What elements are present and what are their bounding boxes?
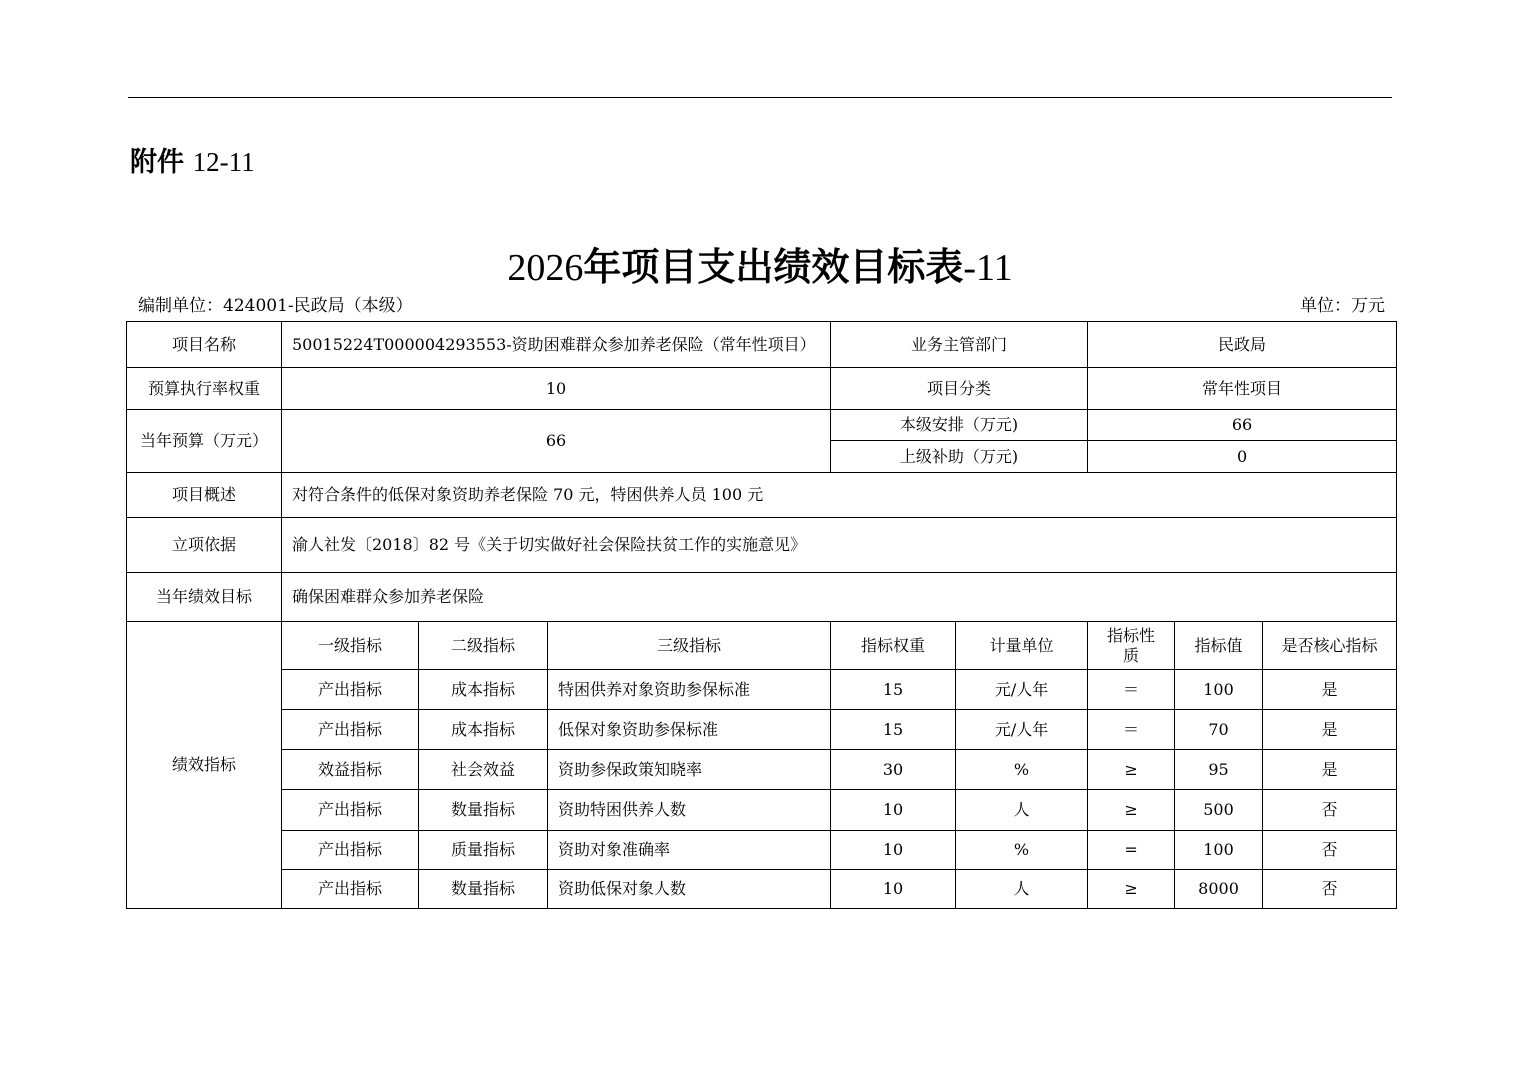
unit-cell: % — [956, 750, 1088, 790]
level2-cell: 数量指标 — [419, 870, 548, 909]
nature-cell: ≥ — [1088, 870, 1175, 909]
weight-cell: 30 — [831, 750, 956, 790]
page-title — [0, 240, 1520, 295]
row-weight — [127, 368, 1397, 410]
level1-cell: 产出指标 — [282, 710, 419, 750]
core-cell: 是 — [1263, 670, 1397, 710]
level1-cell: 产出指标 — [282, 670, 419, 710]
level3-cell: 资助低保对象人数 — [548, 870, 831, 909]
row-goal — [127, 573, 1397, 622]
performance-table — [126, 321, 1397, 909]
row-basis — [127, 518, 1397, 573]
header-nature: 指标性质 — [1088, 622, 1175, 670]
table-row — [127, 870, 1397, 909]
title-year: 2026 — [507, 247, 584, 289]
level2-cell: 成本指标 — [419, 670, 548, 710]
nature-cell: ≥ — [1088, 790, 1175, 831]
nature-cell: ＝ — [1088, 670, 1175, 710]
attachment-label — [130, 142, 255, 183]
core-cell: 否 — [1263, 870, 1397, 909]
row-budget-local — [127, 410, 1397, 441]
row-project-name — [127, 322, 1397, 368]
core-cell: 是 — [1263, 750, 1397, 790]
dept-label: 业务主管部门 — [831, 322, 1088, 368]
weight-cell: 10 — [831, 790, 956, 831]
header-weight: 指标权重 — [831, 622, 956, 670]
level1-cell: 效益指标 — [282, 750, 419, 790]
title-suffix: -11 — [963, 247, 1013, 289]
category-value: 常年性项目 — [1088, 368, 1397, 410]
value-cell: 500 — [1175, 790, 1263, 831]
project-name-value: 50015224T000004293553-资助困难群众参加养老保险（常年性项目） — [282, 322, 831, 368]
level2-cell: 数量指标 — [419, 790, 548, 831]
weight-label: 预算执行率权重 — [127, 368, 282, 410]
overview-label: 项目概述 — [127, 473, 282, 518]
core-cell: 否 — [1263, 831, 1397, 870]
weight-cell: 15 — [831, 670, 956, 710]
project-name-label: 项目名称 — [127, 322, 282, 368]
value-cell: 100 — [1175, 831, 1263, 870]
table-row — [127, 750, 1397, 790]
unit-cell: % — [956, 831, 1088, 870]
overview-value: 对符合条件的低保对象资助养老保险 70 元，特困供养人员 100 元 — [282, 473, 1397, 518]
unit-cell: 元/人年 — [956, 670, 1088, 710]
header-value: 指标值 — [1175, 622, 1263, 670]
org-unit: 编制单位：424001-民政局（本级） — [138, 296, 413, 316]
weight-cell: 15 — [831, 710, 956, 750]
local-label: 本级安排（万元) — [831, 410, 1088, 441]
level2-cell: 成本指标 — [419, 710, 548, 750]
level3-cell: 资助参保政策知晓率 — [548, 750, 831, 790]
level1-cell: 产出指标 — [282, 831, 419, 870]
basis-label: 立项依据 — [127, 518, 282, 573]
nature-cell: ≥ — [1088, 750, 1175, 790]
unit-cell: 元/人年 — [956, 710, 1088, 750]
table-row — [127, 831, 1397, 870]
header-core: 是否核心指标 — [1263, 622, 1397, 670]
level3-cell: 资助对象准确率 — [548, 831, 831, 870]
budget-label: 当年预算（万元） — [127, 410, 282, 473]
header-rule — [128, 97, 1392, 98]
weight-cell: 10 — [831, 870, 956, 909]
category-label: 项目分类 — [831, 368, 1088, 410]
upper-label: 上级补助（万元) — [831, 441, 1088, 473]
level3-cell: 低保对象资助参保标准 — [548, 710, 831, 750]
attachment-number: 12-11 — [192, 147, 255, 177]
level1-cell: 产出指标 — [282, 870, 419, 909]
value-cell: 70 — [1175, 710, 1263, 750]
title-main: 年项目支出绩效目标表 — [583, 245, 964, 289]
weight-value: 10 — [282, 368, 831, 410]
dept-value: 民政局 — [1088, 322, 1397, 368]
unit-cell: 人 — [956, 790, 1088, 831]
indicator-header-row — [127, 622, 1397, 670]
level1-cell: 产出指标 — [282, 790, 419, 831]
unit-cell: 人 — [956, 870, 1088, 909]
header-unit: 计量单位 — [956, 622, 1088, 670]
level3-cell: 特困供养对象资助参保标准 — [548, 670, 831, 710]
currency-unit: 单位：万元 — [1300, 296, 1385, 316]
local-value: 66 — [1088, 410, 1397, 441]
goal-label: 当年绩效目标 — [127, 573, 282, 622]
weight-cell: 10 — [831, 831, 956, 870]
level3-cell: 资助特困供养人数 — [548, 790, 831, 831]
table-row — [127, 790, 1397, 831]
value-cell: 100 — [1175, 670, 1263, 710]
value-cell: 95 — [1175, 750, 1263, 790]
goal-value: 确保困难群众参加养老保险 — [282, 573, 1397, 622]
nature-cell: ＝ — [1088, 710, 1175, 750]
header-level1: 一级指标 — [282, 622, 419, 670]
table-row — [127, 710, 1397, 750]
level2-cell: 质量指标 — [419, 831, 548, 870]
row-overview — [127, 473, 1397, 518]
attachment-text: 附件 — [130, 147, 184, 178]
table-row — [127, 670, 1397, 710]
basis-value: 渝人社发〔2018〕82 号《关于切实做好社会保险扶贫工作的实施意见》 — [282, 518, 1397, 573]
budget-value: 66 — [282, 410, 831, 473]
indicators-section-label: 绩效指标 — [127, 622, 282, 909]
level2-cell: 社会效益 — [419, 750, 548, 790]
value-cell: 8000 — [1175, 870, 1263, 909]
header-level2: 二级指标 — [419, 622, 548, 670]
core-cell: 否 — [1263, 790, 1397, 831]
core-cell: 是 — [1263, 710, 1397, 750]
nature-cell: = — [1088, 831, 1175, 870]
upper-value: 0 — [1088, 441, 1397, 473]
header-level3: 三级指标 — [548, 622, 831, 670]
